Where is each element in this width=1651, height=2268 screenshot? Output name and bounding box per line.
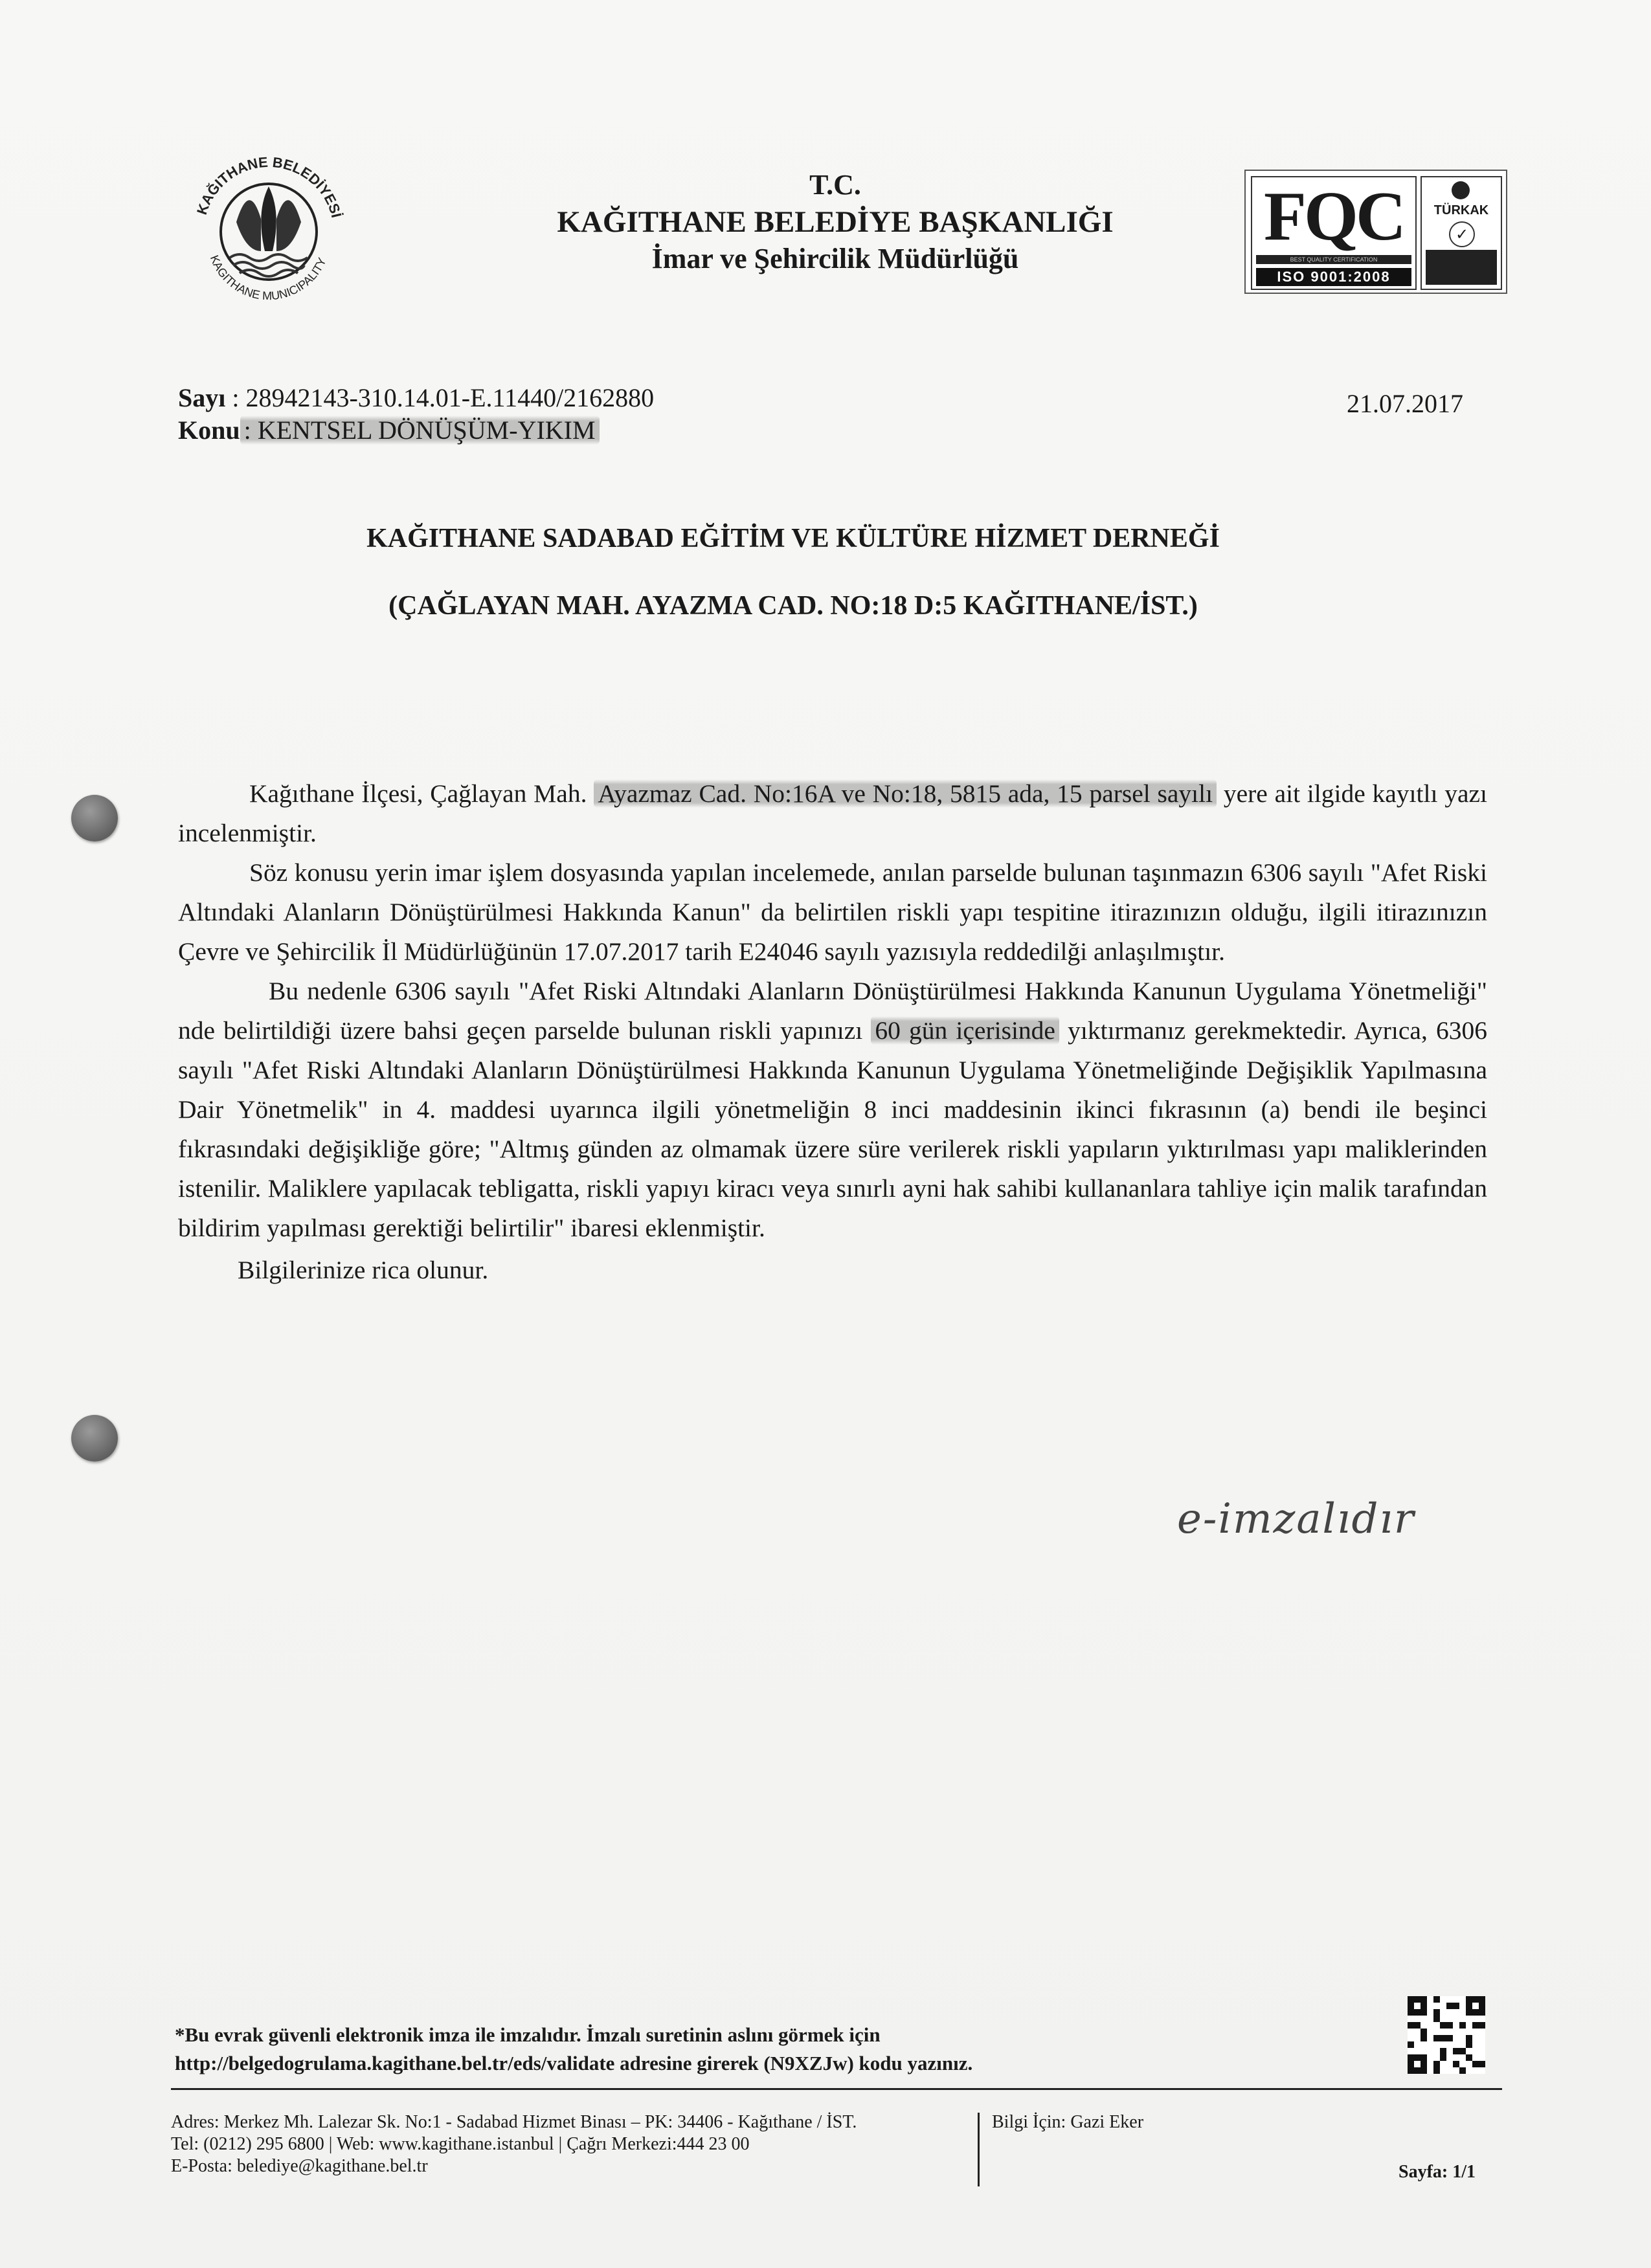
konu-value: : KENTSEL DÖNÜŞÜM-YIKIM <box>240 416 600 445</box>
fqc-certificate <box>1251 176 1417 290</box>
svg-text:KAĞITHANE BELEDİYESİ: KAĞITHANE BELEDİYESİ <box>193 153 345 219</box>
letterhead-line-tc: T.C. <box>809 169 861 201</box>
contact-person: Bilgi İçin: Gazi Eker <box>992 2112 1144 2132</box>
turkak-label: TÜRKAK <box>1433 203 1489 217</box>
email-line: E-Posta: belediye@kagithane.bel.tr <box>171 2156 428 2176</box>
p1-text-end: yere ait ilgide kayıtlı yazı incelenmiştir. <box>178 779 1487 847</box>
municipality-logo <box>185 141 353 309</box>
e-signature-note <box>175 2021 1314 2078</box>
qr-code <box>1408 1996 1485 2074</box>
svg-text:KAGITHANE MUNICIPALITY: KAGITHANE MUNICIPALITY <box>207 253 329 303</box>
paragraph-2: Söz konusu yerin imar işlem dosyasında yapılan incelemede, anılan parselde bulunan taşınmazın 6306 sayılı "Afet Riski Altındaki Alanların Dönüştürülmesi Hakkında Kanun" da belirtilen riskli yapı tespitine itirazınızın olduğu, ilgili itirazınızın Çevre ve Şehircilik İl Müdürlüğünün 17.07.2017 tarih E24046 sayılı yazısıyla reddedilği anlaşılmıştır. <box>178 858 1487 966</box>
certification-logos <box>1244 170 1507 294</box>
fqc-logo-text: FQC <box>1264 178 1404 255</box>
footer-vertical-divider <box>978 2113 980 2186</box>
p1-highlight: Ayazmaz Cad. No:16A ve No:18, 5815 ada, 15 parsel sayılı <box>594 779 1217 808</box>
konu-label: Konu <box>178 416 240 445</box>
turkak-emblem-icon <box>1452 181 1470 199</box>
footer-divider <box>171 2088 1502 2090</box>
turkak-accreditation-block <box>1426 250 1497 285</box>
e-signature-text: e-imzalıdır <box>1177 1495 1415 1543</box>
document-number <box>178 382 654 414</box>
paragraph-3 <box>178 972 1487 1248</box>
sayi-value: : 28942143-310.14.01-E.11440/2162880 <box>232 383 655 412</box>
letterhead-department: İmar ve Şehircilik Müdürlüğü <box>651 243 1019 274</box>
document-subject <box>178 414 600 447</box>
letter-body <box>178 774 1487 1290</box>
p3-highlight: 60 gün içerisinde <box>871 1016 1059 1045</box>
punch-hole-bottom <box>71 1415 118 1462</box>
closing-line: Bilgilerinize rica olunur. <box>238 1256 489 1284</box>
page-number: Sayfa: 1/1 <box>1398 2162 1476 2182</box>
address-line: Adres: Merkez Mh. Lalezar Sk. No:1 - Sadabad Hizmet Binası – PK: 34406 - Kağıthane / İST. <box>171 2112 857 2132</box>
check-icon: ✓ <box>1449 221 1475 247</box>
recipient-address: (ÇAĞLAYAN MAH. AYAZMA CAD. NO:18 D:5 KAĞITHANE/İST.) <box>388 591 1198 621</box>
punch-hole-top <box>71 795 118 841</box>
p3-text-start: Bu nedenle 6306 sayılı "Afet Riski Altındaki Alanların Dönüştürülmesi Hakkında Kanunun Uygulama Yönetmeliği" nde belirtildiği üzere bahsi geçen parselde bulunan riskli yapınızı <box>178 977 1487 1045</box>
contact-info <box>171 2111 974 2177</box>
letterhead <box>492 167 1178 277</box>
paragraph-1 <box>178 774 1487 853</box>
letterhead-institution: KAĞITHANE BELEDİYE BAŞKANLIĞI <box>557 205 1114 239</box>
iso-label: ISO 9001:2008 <box>1256 268 1411 286</box>
turkak-certificate <box>1421 176 1502 290</box>
recipient-name: KAĞITHANE SADABAD EĞİTİM VE KÜLTÜRE HİZMET DERNEĞİ <box>366 524 1220 553</box>
note-line-1: *Bu evrak güvenli elektronik imza ile imzalıdır. İmzalı suretinin aslını görmek için <box>175 2023 881 2046</box>
phone-web-line: Tel: (0212) 295 6800 | Web: www.kagithane.istanbul | Çağrı Merkezi:444 23 00 <box>171 2134 750 2154</box>
sayi-label: Sayı <box>178 383 226 412</box>
note-line-2: http://belgedogrulama.kagithane.bel.tr/eds/validate adresine girerek (N9XZJw) kodu yazınız. <box>175 2052 973 2074</box>
fqc-small-text: BEST QUALITY CERTIFICATION <box>1256 255 1411 264</box>
p3-text-end: yıktırmanız gerekmektedir. Ayrıca, 6306 sayılı "Afet Riski Altındaki Alanların Dönüştürülmesi Hakkında Kanunun Uygulama Yönetmeliğinde Değişiklik Yapılmasına Dair Yönetmelik" in 4. maddesi uyarınca ilgili yönetmeliğin 8 inci maddesinin ikinci fıkrasının (a) bendi ile beşinci fıkrasındaki değişikliğe göre; "Altmış günden az olmamak üzere süre verilerek riskli yapıların yıktırılması yapı maliklerinden istenilir. Maliklere yapılacak tebligatta, riskli yapıyı kiracı veya sınırlı ayni hak sahibi kullananlara tahliye için malik tarafından bildirim yapılması gerektiği belirtilir" ibaresi eklenmiştir. <box>178 1016 1487 1242</box>
document-date: 21.07.2017 <box>1347 389 1463 418</box>
p1-text-start: Kağıthane İlçesi, Çağlayan Mah. <box>249 779 594 808</box>
